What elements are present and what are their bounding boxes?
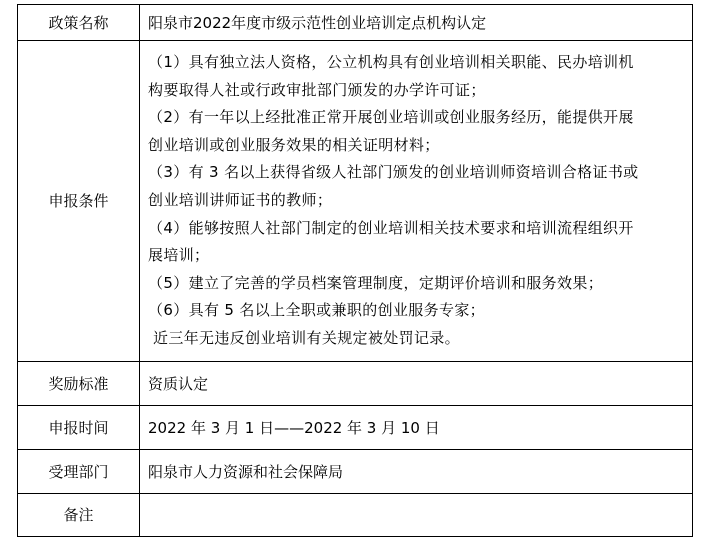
reward-label: 奖励标准 (18, 361, 140, 405)
condition-line: （5）建立了完善的学员档案管理制度，定期评价培训和服务效果； (148, 273, 604, 292)
policy-name-value: 阳泉市2022年度市级示范性创业培训定点机构认定 (140, 5, 693, 41)
condition-line: （6）具有 5 名以上全职或兼职的创业服务专家； (148, 301, 486, 320)
department-row (18, 449, 693, 493)
remarks-label: 备注 (18, 493, 140, 536)
apply-time-value: 2022 年 3 月 1 日——2022 年 3 月 10 日 (140, 405, 693, 449)
condition-line: 构要取得人社或行政审批部门颁发的办学许可证； (148, 80, 486, 99)
reward-row (18, 361, 693, 405)
conditions-label: 申报条件 (18, 41, 140, 362)
policy-table (17, 4, 693, 537)
condition-line: 近三年无违反创业培训有关规定被处罚记录。 (153, 328, 461, 347)
department-value: 阳泉市人力资源和社会保障局 (140, 449, 693, 493)
apply-time-label: 申报时间 (18, 405, 140, 449)
condition-line: （1）具有独立法人资格，公立机构具有创业培训相关职能、民办培训机 (148, 53, 634, 71)
reward-value: 资质认定 (140, 361, 693, 405)
condition-line: （3）有 3 名以上获得省级人社部门颁发的创业培训师资培训合格证书或 (148, 163, 639, 182)
policy-name-row (18, 5, 693, 41)
condition-line: （4）能够按照人社部门制定的创业培训相关技术要求和培训流程组织开 (148, 218, 634, 237)
condition-line: 创业培训讲师证书的教师； (148, 190, 333, 209)
policy-name-label: 政策名称 (18, 5, 140, 41)
conditions-list (148, 41, 686, 361)
remarks-value (140, 493, 693, 536)
conditions-row (18, 41, 693, 362)
condition-line: （2）有一年以上经批准正常开展创业培训或创业服务经历，能提供开展 (148, 108, 634, 127)
conditions-value (140, 41, 693, 362)
apply-time-row (18, 405, 693, 449)
condition-line: 创业培训或创业服务效果的相关证明材料； (148, 135, 440, 154)
department-label: 受理部门 (18, 449, 140, 493)
condition-line: 展培训； (148, 246, 210, 265)
remarks-row (18, 493, 693, 536)
